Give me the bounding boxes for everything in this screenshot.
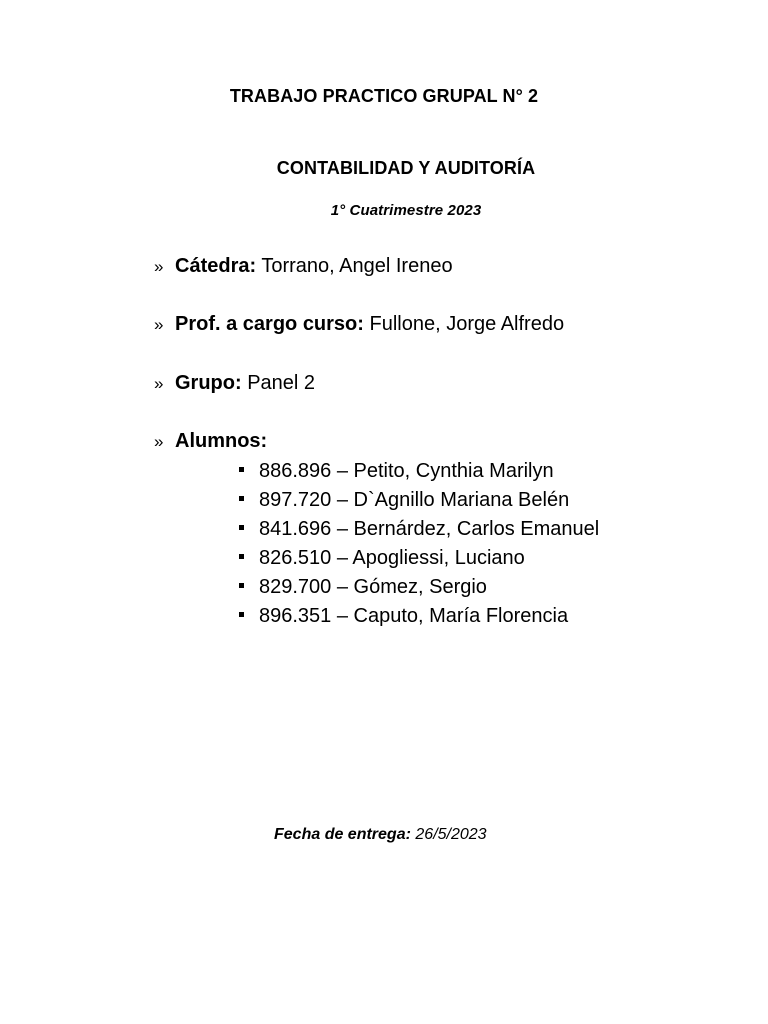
square-bullet-icon bbox=[239, 554, 244, 559]
list-item bbox=[239, 515, 599, 544]
document-title: TRABAJO PRACTICO GRUPAL N° 2 bbox=[229, 86, 539, 106]
bullet-marker: » bbox=[154, 257, 164, 276]
student-entry: 826.510 – Apogliessi, Luciano bbox=[259, 547, 525, 569]
bullet-marker: » bbox=[154, 374, 164, 393]
list-item bbox=[239, 602, 599, 631]
group-label: Grupo: bbox=[175, 372, 242, 394]
delivery-label: Fecha de entrega: bbox=[274, 826, 411, 843]
square-bullet-icon bbox=[239, 525, 244, 530]
info-item-professor bbox=[154, 312, 564, 337]
square-bullet-icon bbox=[239, 496, 244, 501]
square-bullet-icon bbox=[239, 467, 244, 472]
professor-label: Prof. a cargo curso: bbox=[175, 313, 364, 335]
info-item-group bbox=[154, 371, 315, 396]
subject-heading: CONTABILIDAD Y AUDITORÍA bbox=[276, 158, 536, 178]
delivery-date bbox=[274, 826, 487, 844]
students-label: Alumnos: bbox=[175, 430, 268, 452]
catedra-label: Cátedra: bbox=[175, 255, 257, 277]
bullet-marker: » bbox=[154, 432, 164, 451]
list-item bbox=[239, 573, 599, 602]
list-item bbox=[239, 544, 599, 573]
info-item-catedra bbox=[154, 254, 453, 279]
student-entry: 897.720 – D`Agnillo Mariana Belén bbox=[259, 489, 570, 511]
list-item bbox=[239, 486, 599, 515]
catedra-value: Torrano, Angel Ireneo bbox=[261, 255, 453, 277]
student-entry: 896.351 – Caputo, María Florencia bbox=[259, 605, 569, 627]
list-item bbox=[239, 457, 599, 486]
square-bullet-icon bbox=[239, 612, 244, 617]
square-bullet-icon bbox=[239, 583, 244, 588]
student-entry: 829.700 – Gómez, Sergio bbox=[259, 576, 487, 598]
bullet-marker: » bbox=[154, 315, 164, 334]
student-entry: 886.896 – Petito, Cynthia Marilyn bbox=[259, 460, 554, 482]
student-entry: 841.696 – Bernárdez, Carlos Emanuel bbox=[259, 518, 600, 540]
delivery-value: 26/5/2023 bbox=[415, 826, 487, 843]
students-list bbox=[239, 457, 599, 631]
term-subtitle: 1° Cuatrimestre 2023 bbox=[330, 202, 482, 219]
info-item-students bbox=[154, 429, 267, 454]
professor-value: Fullone, Jorge Alfredo bbox=[369, 313, 565, 335]
group-value: Panel 2 bbox=[247, 372, 316, 394]
